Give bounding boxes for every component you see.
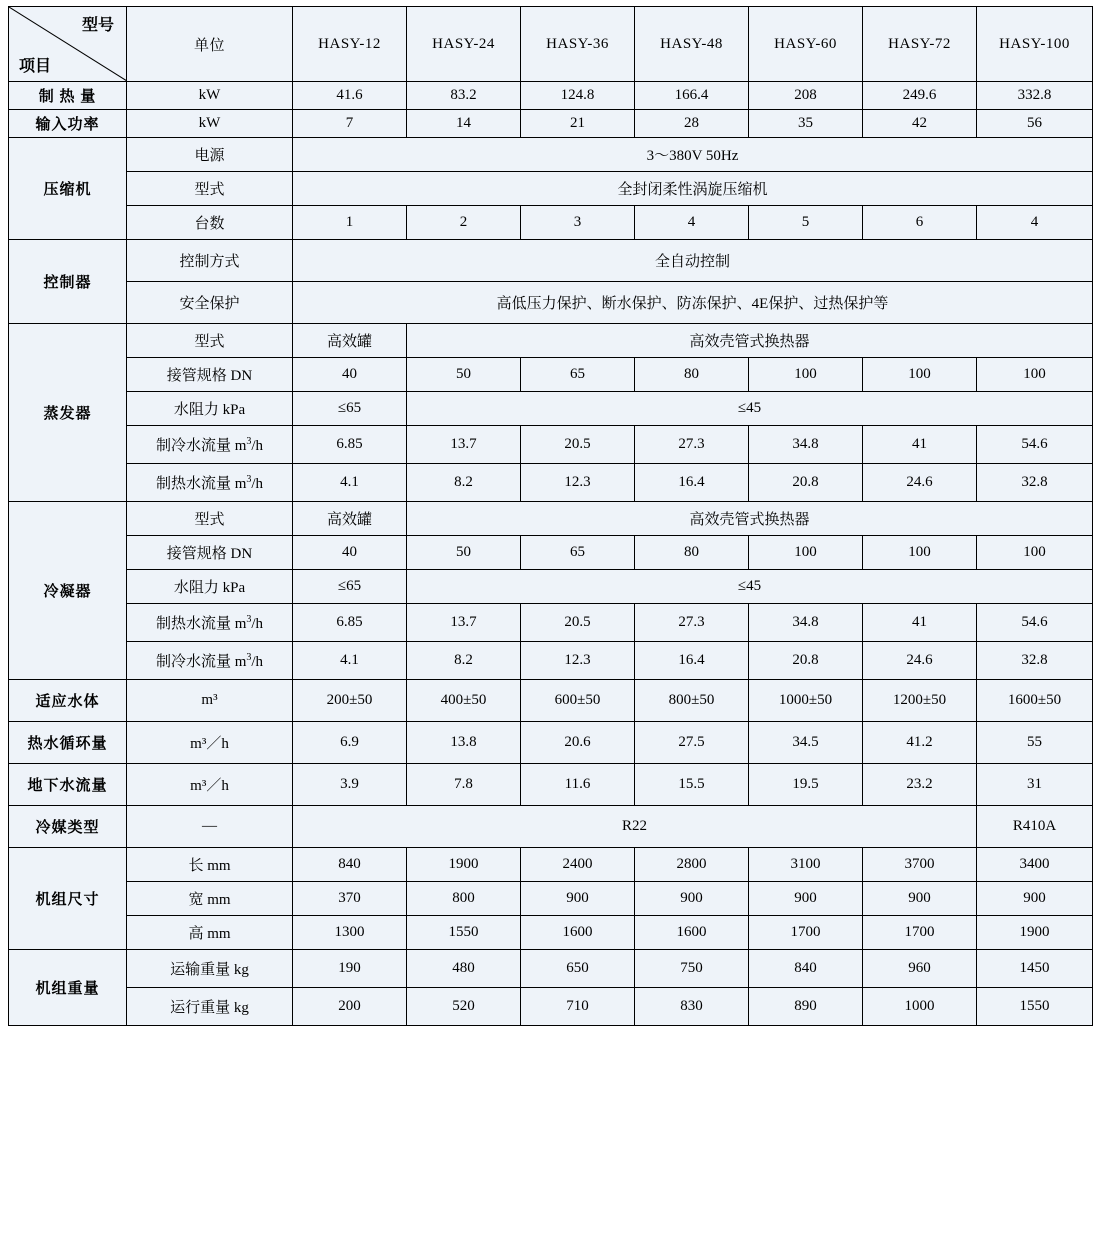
cell-dimension-width-6: 900 (977, 882, 1093, 916)
row-label-condenser-hot-flow-pre: 制热水流量 m (155, 616, 247, 632)
corner-cell (9, 7, 127, 82)
cell-condenser-cold-flow-1: 8.2 (407, 642, 521, 680)
row-unit-hot-water-circulation: m³／h (127, 722, 293, 764)
cell-heating-capacity-5: 249.6 (863, 82, 977, 110)
row-label-condenser-hot-flow-post: /h (251, 616, 264, 632)
cell-water-body-6: 1600±50 (977, 680, 1093, 722)
cell-compressor-count-3: 4 (635, 206, 749, 240)
cell-water-body-0: 200±50 (293, 680, 407, 722)
cell-dimension-height-6: 1900 (977, 916, 1093, 950)
cell-evaporator-dn-6: 100 (977, 358, 1093, 392)
row-label-dimension-width: 宽 mm (127, 882, 293, 916)
cell-heating-capacity-2: 124.8 (521, 82, 635, 110)
superscript-3: 3 (246, 474, 252, 485)
cell-condenser-hot-flow-5: 41 (863, 604, 977, 642)
table-row-heating-capacity (9, 82, 1093, 110)
cell-condenser-hot-flow-0: 6.85 (293, 604, 407, 642)
cell-condenser-cold-flow-2: 12.3 (521, 642, 635, 680)
superscript-3: 3 (246, 652, 252, 663)
row-label-input-power: 输入功率 (9, 110, 127, 138)
cell-water-body-3: 800±50 (635, 680, 749, 722)
row-label-evaporator-cold-flow-post: /h (251, 438, 264, 454)
cell-compressor-count-1: 2 (407, 206, 521, 240)
table-row-water-body (9, 680, 1093, 722)
cell-condenser-hot-flow-2: 20.5 (521, 604, 635, 642)
table-row-evaporator-resistance (9, 392, 1093, 426)
row-unit-ground-water-flow: m³／h (127, 764, 293, 806)
cell-condenser-type-0: 高效罐 (293, 502, 407, 536)
cell-evaporator-cold-flow-6: 54.6 (977, 426, 1093, 464)
table-row-refrigerant (9, 806, 1093, 848)
cell-evaporator-hot-flow-5: 24.6 (863, 464, 977, 502)
section-label-weight: 机组重量 (9, 950, 127, 1026)
superscript-3: 3 (246, 436, 252, 447)
cell-water-body-5: 1200±50 (863, 680, 977, 722)
cell-dimension-length-3: 2800 (635, 848, 749, 882)
row-label-dimension-length: 长 mm (127, 848, 293, 882)
cell-input-power-2: 21 (521, 110, 635, 138)
cell-evaporator-hot-flow-3: 16.4 (635, 464, 749, 502)
row-label-compressor-power-source: 电源 (127, 138, 293, 172)
section-label-dimensions: 机组尺寸 (9, 848, 127, 950)
cell-compressor-type: 全封闭柔性涡旋压缩机 (293, 172, 1093, 206)
cell-evaporator-hot-flow-2: 12.3 (521, 464, 635, 502)
table-row-dimension-height (9, 916, 1093, 950)
cell-ground-water-flow-2: 11.6 (521, 764, 635, 806)
cell-dimension-length-6: 3400 (977, 848, 1093, 882)
cell-evaporator-dn-2: 65 (521, 358, 635, 392)
cell-dimension-height-5: 1700 (863, 916, 977, 950)
model-header-2: HASY-36 (521, 7, 635, 82)
table-row-dimension-length (9, 848, 1093, 882)
cell-refrigerant-main: R22 (293, 806, 977, 848)
row-label-condenser-hot-flow (127, 604, 293, 642)
cell-condenser-dn-0: 40 (293, 536, 407, 570)
table-row-safety-protection (9, 282, 1093, 324)
cell-heating-capacity-6: 332.8 (977, 82, 1093, 110)
cell-ground-water-flow-6: 31 (977, 764, 1093, 806)
cell-running-weight-0: 200 (293, 988, 407, 1026)
cell-evaporator-dn-4: 100 (749, 358, 863, 392)
table-row-dimension-width (9, 882, 1093, 916)
cell-condenser-dn-6: 100 (977, 536, 1093, 570)
cell-hot-water-circulation-3: 27.5 (635, 722, 749, 764)
row-label-condenser-dn: 接管规格 DN (127, 536, 293, 570)
cell-control-mode: 全自动控制 (293, 240, 1093, 282)
cell-input-power-5: 42 (863, 110, 977, 138)
table-row-running-weight (9, 988, 1093, 1026)
row-label-heating-capacity: 制 热 量 (9, 82, 127, 110)
table-row-evaporator-hot-flow (9, 464, 1093, 502)
row-label-dimension-height: 高 mm (127, 916, 293, 950)
row-label-evaporator-cold-flow-pre: 制冷水流量 m (155, 438, 247, 454)
heat-pump-spec-table (8, 6, 1093, 1026)
cell-condenser-dn-2: 65 (521, 536, 635, 570)
section-label-condenser: 冷凝器 (9, 502, 127, 680)
cell-water-body-4: 1000±50 (749, 680, 863, 722)
cell-running-weight-3: 830 (635, 988, 749, 1026)
table-row-condenser-cold-flow (9, 642, 1093, 680)
cell-dimension-width-4: 900 (749, 882, 863, 916)
cell-heating-capacity-1: 83.2 (407, 82, 521, 110)
table-row-compressor-power (9, 138, 1093, 172)
row-label-compressor-type: 型式 (127, 172, 293, 206)
cell-evaporator-cold-flow-1: 13.7 (407, 426, 521, 464)
row-label-safety-protection: 安全保护 (127, 282, 293, 324)
cell-compressor-power-source: 3～380V 50Hz (293, 138, 1093, 172)
cell-condenser-cold-flow-3: 16.4 (635, 642, 749, 680)
cell-dimension-width-2: 900 (521, 882, 635, 916)
row-label-hot-water-circulation: 热水循环量 (9, 722, 127, 764)
cell-evaporator-resistance-0: ≤65 (293, 392, 407, 426)
cell-compressor-count-4: 5 (749, 206, 863, 240)
cell-running-weight-6: 1550 (977, 988, 1093, 1026)
cell-input-power-0: 7 (293, 110, 407, 138)
model-header-6: HASY-100 (977, 7, 1093, 82)
table-row-input-power (9, 110, 1093, 138)
cell-dimension-width-5: 900 (863, 882, 977, 916)
cell-dimension-length-2: 2400 (521, 848, 635, 882)
row-label-evaporator-dn: 接管规格 DN (127, 358, 293, 392)
corner-item-label: 项目 (19, 58, 52, 75)
cell-condenser-resistance-rest: ≤45 (407, 570, 1093, 604)
cell-compressor-count-6: 4 (977, 206, 1093, 240)
cell-running-weight-4: 890 (749, 988, 863, 1026)
cell-dimension-height-3: 1600 (635, 916, 749, 950)
cell-heating-capacity-4: 208 (749, 82, 863, 110)
table-row-compressor-type (9, 172, 1093, 206)
cell-evaporator-dn-5: 100 (863, 358, 977, 392)
cell-running-weight-2: 710 (521, 988, 635, 1026)
cell-evaporator-dn-3: 80 (635, 358, 749, 392)
cell-condenser-cold-flow-5: 24.6 (863, 642, 977, 680)
table-row-evaporator-dn (9, 358, 1093, 392)
cell-transport-weight-6: 1450 (977, 950, 1093, 988)
cell-dimension-length-5: 3700 (863, 848, 977, 882)
row-unit-water-body: m³ (127, 680, 293, 722)
cell-evaporator-type-0: 高效罐 (293, 324, 407, 358)
cell-condenser-hot-flow-3: 27.3 (635, 604, 749, 642)
cell-running-weight-1: 520 (407, 988, 521, 1026)
cell-evaporator-resistance-rest: ≤45 (407, 392, 1093, 426)
table-row-condenser-hot-flow (9, 604, 1093, 642)
cell-condenser-cold-flow-4: 20.8 (749, 642, 863, 680)
cell-condenser-cold-flow-6: 32.8 (977, 642, 1093, 680)
section-label-controller: 控制器 (9, 240, 127, 324)
cell-compressor-count-2: 3 (521, 206, 635, 240)
model-header-4: HASY-60 (749, 7, 863, 82)
cell-condenser-dn-3: 80 (635, 536, 749, 570)
row-label-condenser-resistance: 水阻力 kPa (127, 570, 293, 604)
row-label-refrigerant: 冷媒类型 (9, 806, 127, 848)
cell-condenser-cold-flow-0: 4.1 (293, 642, 407, 680)
cell-input-power-4: 35 (749, 110, 863, 138)
cell-evaporator-hot-flow-6: 32.8 (977, 464, 1093, 502)
model-header-0: HASY-12 (293, 7, 407, 82)
cell-dimension-length-1: 1900 (407, 848, 521, 882)
table-row-condenser-type (9, 502, 1093, 536)
cell-evaporator-hot-flow-4: 20.8 (749, 464, 863, 502)
superscript-3: 3 (246, 614, 252, 625)
cell-dimension-length-0: 840 (293, 848, 407, 882)
table-row-transport-weight (9, 950, 1093, 988)
cell-transport-weight-1: 480 (407, 950, 521, 988)
cell-input-power-3: 28 (635, 110, 749, 138)
row-label-condenser-cold-flow (127, 642, 293, 680)
cell-input-power-6: 56 (977, 110, 1093, 138)
cell-evaporator-cold-flow-4: 34.8 (749, 426, 863, 464)
cell-ground-water-flow-0: 3.9 (293, 764, 407, 806)
cell-transport-weight-2: 650 (521, 950, 635, 988)
table-row-control-mode (9, 240, 1093, 282)
cell-compressor-count-0: 1 (293, 206, 407, 240)
cell-evaporator-cold-flow-5: 41 (863, 426, 977, 464)
cell-running-weight-5: 1000 (863, 988, 977, 1026)
cell-water-body-1: 400±50 (407, 680, 521, 722)
cell-ground-water-flow-4: 19.5 (749, 764, 863, 806)
cell-hot-water-circulation-5: 41.2 (863, 722, 977, 764)
cell-dimension-height-0: 1300 (293, 916, 407, 950)
cell-ground-water-flow-5: 23.2 (863, 764, 977, 806)
cell-compressor-count-5: 6 (863, 206, 977, 240)
cell-evaporator-cold-flow-2: 20.5 (521, 426, 635, 464)
row-label-evaporator-type: 型式 (127, 324, 293, 358)
table-row-hot-water-circulation (9, 722, 1093, 764)
cell-hot-water-circulation-1: 13.8 (407, 722, 521, 764)
table-row-evaporator-cold-flow (9, 426, 1093, 464)
cell-condenser-hot-flow-1: 13.7 (407, 604, 521, 642)
table-row-condenser-resistance (9, 570, 1093, 604)
section-label-evaporator: 蒸发器 (9, 324, 127, 502)
cell-ground-water-flow-3: 15.5 (635, 764, 749, 806)
cell-condenser-hot-flow-6: 54.6 (977, 604, 1093, 642)
row-label-compressor-count: 台数 (127, 206, 293, 240)
row-unit-refrigerant: — (127, 806, 293, 848)
cell-heating-capacity-0: 41.6 (293, 82, 407, 110)
cell-dimension-width-3: 900 (635, 882, 749, 916)
cell-transport-weight-0: 190 (293, 950, 407, 988)
cell-safety-protection: 高低压力保护、断水保护、防冻保护、4E保护、过热保护等 (293, 282, 1093, 324)
cell-evaporator-dn-1: 50 (407, 358, 521, 392)
cell-evaporator-dn-0: 40 (293, 358, 407, 392)
cell-evaporator-type-rest: 高效壳管式换热器 (407, 324, 1093, 358)
row-label-ground-water-flow: 地下水流量 (9, 764, 127, 806)
table-row-evaporator-type (9, 324, 1093, 358)
row-label-condenser-cold-flow-post: /h (251, 654, 264, 670)
model-header-5: HASY-72 (863, 7, 977, 82)
cell-condenser-dn-1: 50 (407, 536, 521, 570)
cell-condenser-type-rest: 高效壳管式换热器 (407, 502, 1093, 536)
table-row-compressor-count (9, 206, 1093, 240)
cell-heating-capacity-3: 166.4 (635, 82, 749, 110)
row-label-transport-weight: 运输重量 kg (127, 950, 293, 988)
cell-dimension-width-0: 370 (293, 882, 407, 916)
cell-hot-water-circulation-2: 20.6 (521, 722, 635, 764)
cell-evaporator-hot-flow-1: 8.2 (407, 464, 521, 502)
cell-dimension-height-4: 1700 (749, 916, 863, 950)
table-header-row (9, 7, 1093, 82)
row-label-running-weight: 运行重量 kg (127, 988, 293, 1026)
model-header-3: HASY-48 (635, 7, 749, 82)
row-label-evaporator-hot-flow (127, 464, 293, 502)
row-label-evaporator-resistance: 水阻力 kPa (127, 392, 293, 426)
cell-evaporator-cold-flow-0: 6.85 (293, 426, 407, 464)
cell-ground-water-flow-1: 7.8 (407, 764, 521, 806)
cell-evaporator-hot-flow-0: 4.1 (293, 464, 407, 502)
cell-evaporator-cold-flow-3: 27.3 (635, 426, 749, 464)
cell-condenser-dn-5: 100 (863, 536, 977, 570)
row-label-control-mode: 控制方式 (127, 240, 293, 282)
cell-water-body-2: 600±50 (521, 680, 635, 722)
row-label-evaporator-cold-flow (127, 426, 293, 464)
cell-hot-water-circulation-0: 6.9 (293, 722, 407, 764)
row-label-condenser-type: 型式 (127, 502, 293, 536)
cell-condenser-resistance-0: ≤65 (293, 570, 407, 604)
cell-refrigerant-last: R410A (977, 806, 1093, 848)
cell-condenser-hot-flow-4: 34.8 (749, 604, 863, 642)
model-header-1: HASY-24 (407, 7, 521, 82)
row-label-evaporator-hot-flow-pre: 制热水流量 m (155, 476, 247, 492)
cell-transport-weight-4: 840 (749, 950, 863, 988)
cell-condenser-dn-4: 100 (749, 536, 863, 570)
cell-dimension-width-1: 800 (407, 882, 521, 916)
row-label-water-body: 适应水体 (9, 680, 127, 722)
cell-hot-water-circulation-6: 55 (977, 722, 1093, 764)
cell-hot-water-circulation-4: 34.5 (749, 722, 863, 764)
cell-dimension-height-2: 1600 (521, 916, 635, 950)
cell-dimension-length-4: 3100 (749, 848, 863, 882)
unit-header: 单位 (127, 7, 293, 82)
corner-model-label: 型号 (81, 17, 114, 34)
row-label-condenser-cold-flow-pre: 制冷水流量 m (155, 654, 247, 670)
row-unit-input-power: kW (127, 110, 293, 138)
section-label-compressor: 压缩机 (9, 138, 127, 240)
table-row-condenser-dn (9, 536, 1093, 570)
row-label-evaporator-hot-flow-post: /h (251, 476, 264, 492)
cell-transport-weight-3: 750 (635, 950, 749, 988)
cell-dimension-height-1: 1550 (407, 916, 521, 950)
table-row-ground-water-flow (9, 764, 1093, 806)
row-unit-heating-capacity: kW (127, 82, 293, 110)
cell-transport-weight-5: 960 (863, 950, 977, 988)
cell-input-power-1: 14 (407, 110, 521, 138)
